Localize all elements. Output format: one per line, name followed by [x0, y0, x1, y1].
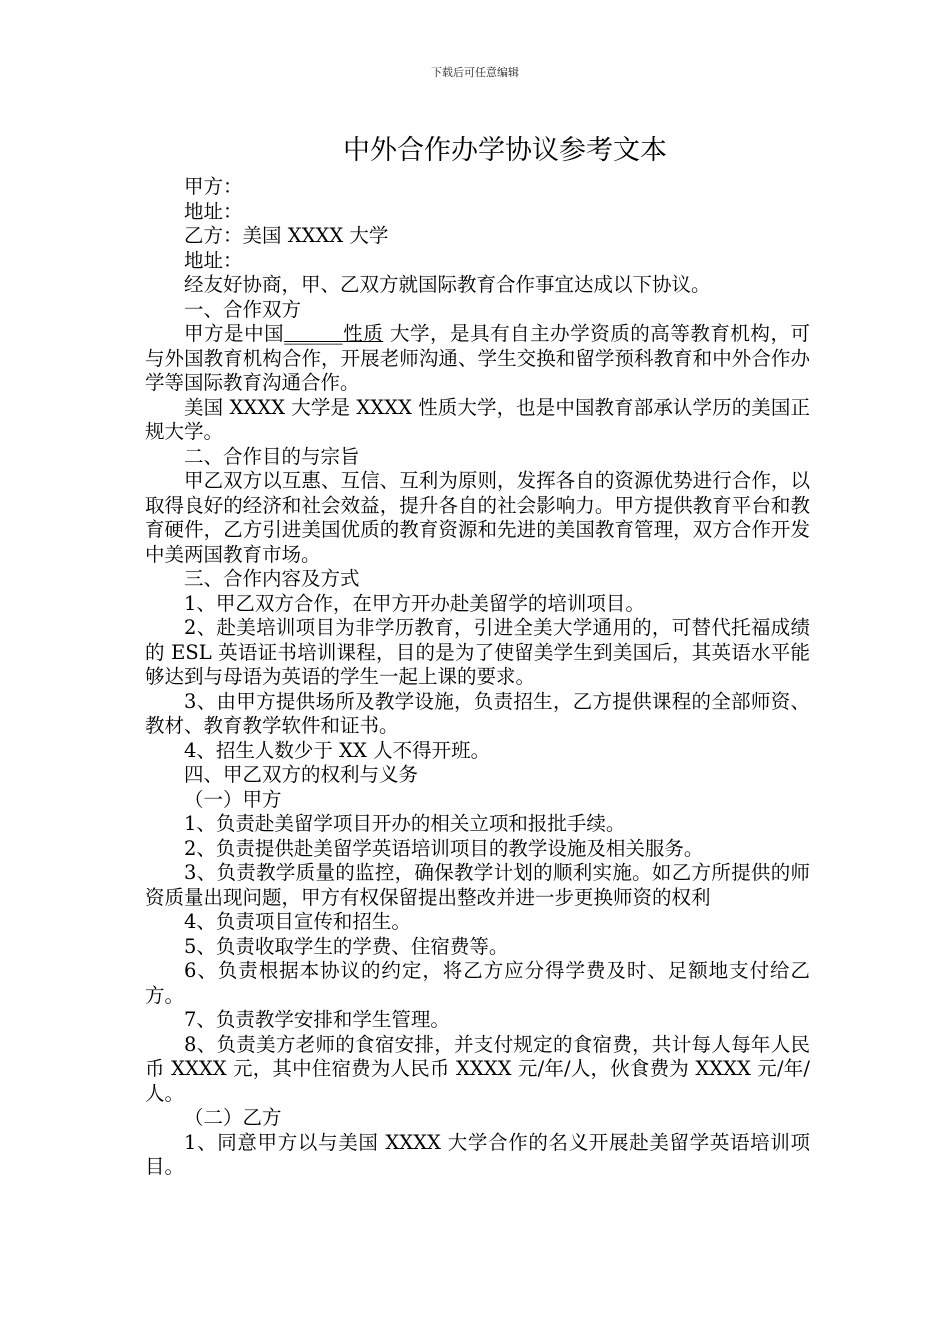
section-heading-3: 三、合作内容及方式 [184, 567, 360, 590]
purpose-paragraph: 甲乙双方以互惠、互信、互利为原则，发挥各自的资源优势进行合作，以取得良好的经济和社会效益，提升各自的社会影响力。甲方提供教育平台和教育硬件，乙方引进美国优质的教育资源和先进的美国教育管理，双方合作开发中美两国教育市场。 [145, 469, 810, 566]
party-a-duty-4: 4、负责项目宣传和招生。 [184, 910, 411, 933]
party-a-duty-3: 3、负责教学质量的监控，确保教学计划的顺利实施。如乙方所提供的师资质量出现问题，甲方有权保留提出整改并进一步更换师资的权利 [145, 861, 810, 909]
section-heading-1: 一、合作双方 [184, 297, 302, 321]
subsection-party-a: （一）甲方 [184, 787, 282, 811]
nature-field: 性质 [342, 322, 384, 345]
party-a-duty-6: 6、负责根据本协议的约定，将乙方应分得学费及时、足额地支付给乙方。 [145, 959, 810, 1007]
preamble: 经友好协商，甲、乙双方就国际教育合作事宜达成以下协议。 [184, 273, 711, 296]
party-a-label: 甲方： [184, 175, 243, 198]
section-heading-4: 四、甲乙双方的权利与义务 [184, 763, 419, 786]
party-a-duty-5: 5、负责收取学生的学费、住宿费等。 [184, 934, 509, 958]
party-a-address: 地址： [184, 199, 243, 223]
party-b-duty-1: 1、同意甲方以与美国 XXXX 大学合作的名义开展赴美留学英语培训项目。 [145, 1130, 810, 1178]
page-header-note: 下载后可任意编辑 [431, 66, 519, 79]
party-b-intro: 美国 XXXX 大学是 XXXX 性质大学，也是中国教育部承认学历的美国正规大学。 [145, 395, 810, 443]
party-a-duty-8: 8、负责美方老师的食宿安排，并支付规定的食宿费，共计每人每年人民币 XXXX 元，其中住宿费为人民币 XXXX 元/年/人，伙食费为 XXXX 元/年/人。 [145, 1032, 810, 1105]
content-item-3: 3、由甲方提供场所及教学设施，负责招生，乙方提供课程的全部师资、教材、教育教学软件和证书。 [145, 689, 810, 737]
content-item-2: 2、赴美培训项目为非学历教育，引进全美大学通用的，可替代托福成绩的 ESL 英语证书培训课程，目的是为了使留美学生到美国后，其英语水平能够达到与母语为英语的学生一起上课的要求。 [145, 616, 810, 688]
party-b-address: 地址： [184, 248, 243, 272]
content-item-4: 4、招生人数少于 XX 人不得开班。 [184, 738, 491, 762]
fill-in-blank: ______ [284, 322, 343, 345]
party-a-intro-prefix: 甲方是中国 [184, 322, 285, 345]
party-a-duty-7: 7、负责教学安排和学生管理。 [184, 1008, 450, 1031]
party-a-intro-rest: 大学，是具有自主办学资质的高等教育机构，可与外国教育机构合作，开展老师沟通、学生交换和留学预科教育和中外合作办学等国际教育沟通合作。 [145, 322, 810, 394]
party-a-duty-2: 2、负责提供赴美留学英语培训项目的教学设施及相关服务。 [184, 836, 704, 860]
subsection-party-b: （二）乙方 [184, 1106, 282, 1129]
section-heading-2: 二、合作目的与宗旨 [184, 444, 360, 468]
party-b-label: 乙方：美国 XXXX 大学 [184, 224, 389, 247]
document-body [145, 175, 810, 1180]
document-title: 中外合作办学协议参考文本 [343, 135, 667, 166]
content-item-1: 1、甲乙双方合作，在甲方开办赴美留学的培训项目。 [184, 591, 645, 615]
party-a-duty-1: 1、负责赴美留学项目开办的相关立项和报批手续。 [184, 812, 626, 835]
party-a-intro [145, 322, 810, 396]
